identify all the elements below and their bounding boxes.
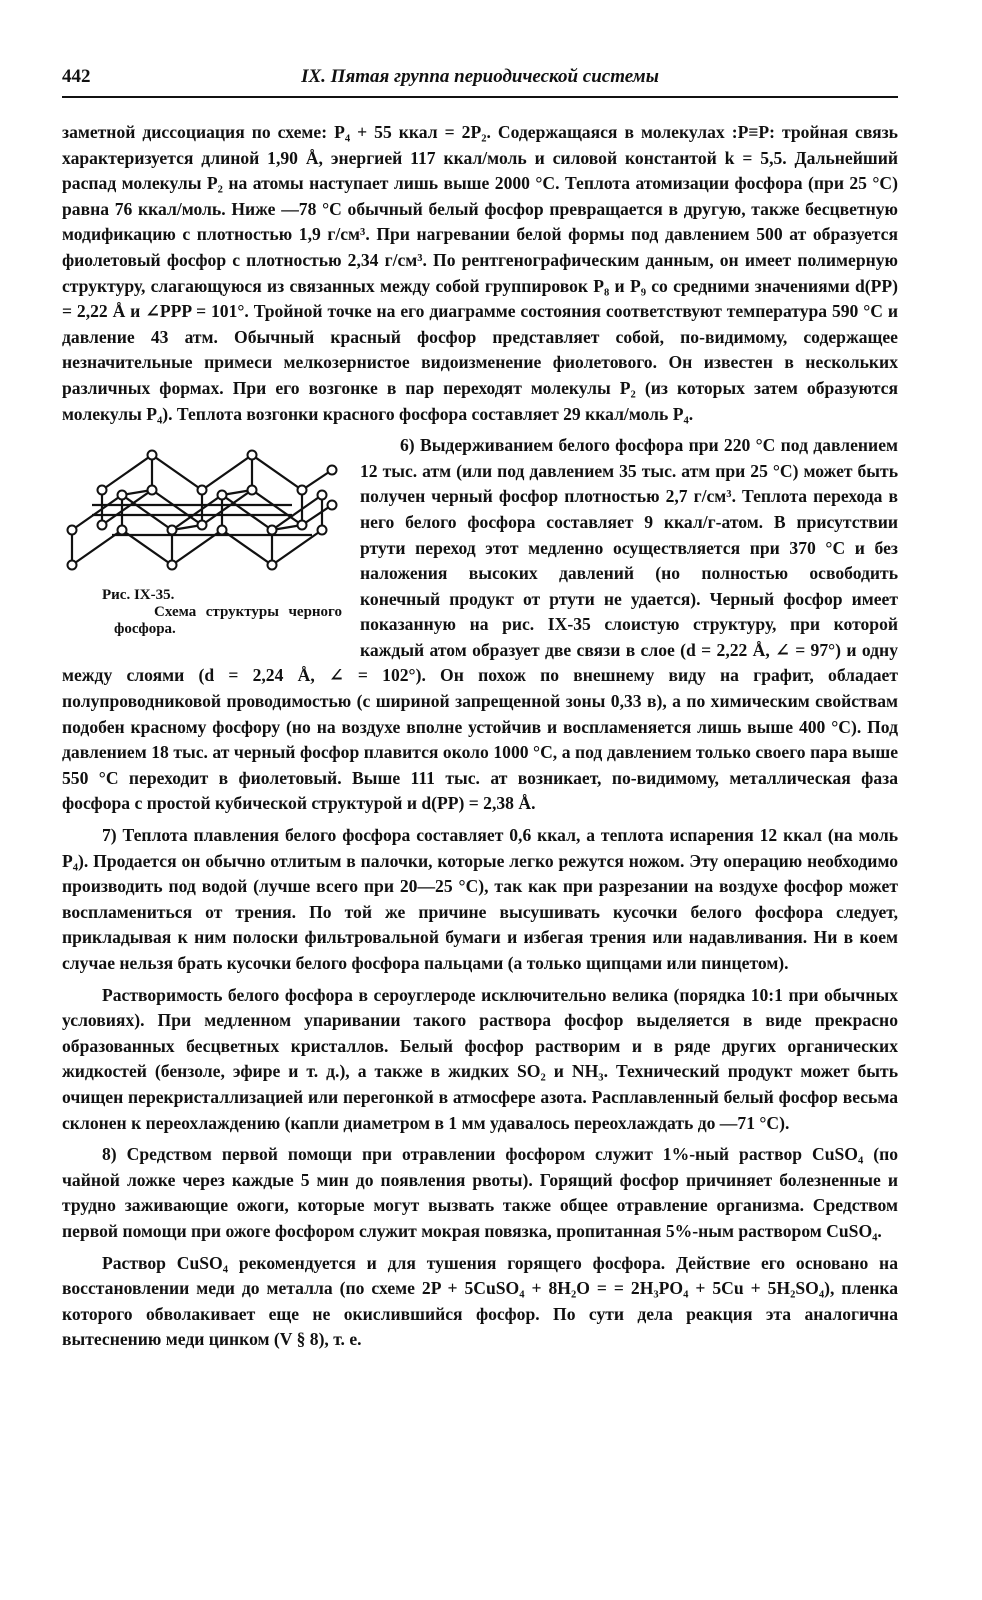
paragraph-2 <box>62 433 898 817</box>
paragraph-1: заметной диссоциация по схеме: P₄ + 55 ккал = 2P₂. Содержащаяся в молекулах :P≡P: тройная связь характеризуется длиной 1,90 Å, энергией 117 ккал/моль и силовой константой k = 5,5. Дальнейший распад молекулы P₂ на атомы наступает лишь выше 2000 °C. Теплота атомизации фосфора (при 25 °C) равна 76 ккал/моль. Ниже —78 °C обычный белый фосфор превращается в другую, также бесцветную модификацию с плотностью 1,9 г/см³. При нагревании белой формы под давлением 500 ат образуется фиолетовый фосфор с плотностью 2,34 г/см³. По рентгенографическим данным, он имеет полимерную структуру, слагающуюся из связанных между собой группировок P₈ и P₉ со средними значениями d(PP) = 2,22 Å и ∠PPP = 101°. Тройной точке на его диаграмме состояния соответствуют температура 590 °C и давление 43 атм. Обычный красный фосфор представляет собой, по-видимому, содержащее незначительные примеси мелкозернистое видоизменение фиолетового. Он известен в нескольких различных формах. При его возгонке в пар переходят молекулы P₂ (из которых затем образуются молекулы P₄). Теплота возгонки красного фосфора составляет 29 ккал/моль P₄. <box>62 122 898 424</box>
running-title: IX. Пятая группа периодической системы <box>301 66 659 87</box>
page-header <box>62 66 898 96</box>
body-text <box>62 120 898 1353</box>
black-phosphorus-structure-diagram <box>62 435 342 585</box>
paragraph-4: Растворимость белого фосфора в сероуглероде исключительно велика (порядка 10:1 при обычных условиях). При медленном упаривании такого раствора фосфор выделяется в виде прекрасно образованных бесцветных кристаллов. Белый фосфор растворим и в ряде других органических жидкостей (бензоле, эфире и т. д.), а также в жидких SO₂ и NH₃. Технический продукт может быть очищен перекристаллизацией или перегонкой в атмосфере азота. Расплавленный белый фосфор весьма склонен к переохлаждению (капли диаметром в 1 мм удавалось переохлаждать до —71 °C). <box>62 984 898 1133</box>
book-page <box>62 0 898 1600</box>
figure-caption <box>62 587 342 638</box>
figure-caption-text: Схема структуры черного фосфора. <box>114 604 342 638</box>
paragraph-5: 8) Средством первой помощи при отравлении фосфором служит 1%-ный раствор CuSO₄ (по чайной ложке через каждые 5 мин до появления рвоты). Горящий фосфор причиняет болезненные и трудно заживающие ожоги, которые могут вызвать также общее отравление организма. Средством первой помощи при ожоге фосфором служит мокрая повязка, пропитанная 5%-ным раствором CuSO₄. <box>62 1144 898 1241</box>
page-number: 442 <box>62 66 91 87</box>
figure-label: Рис. IX-35. <box>102 587 175 604</box>
paragraph-6: Раствор CuSO₄ рекомендуется и для тушения горящего фосфора. Действие его основано на восстановлении меди до металла (по схеме 2P + 5CuSO₄ + 8H₂O = = 2H₃PO₄ + 5Cu + 5H₂SO₄), пленка которого обволакивает еще не окислившийся фосфор. По сути дела реакция эта аналогична вытеснению меди цинком (V § 8), т. е. <box>62 1252 898 1350</box>
header-rule <box>62 96 898 98</box>
paragraph-3: 7) Теплота плавления белого фосфора составляет 0,6 ккал, а теплота испарения 12 ккал (на моль P₄). Продается он обычно отлитым в палочки, которые легко режутся ножом. Эту операцию необходимо производить под водой (лучше всего при 20—25 °C), так как при разрезании на воздухе фосфор может воспламениться от трения. По той же причине высушивать кусочки белого фосфора следует, прикладывая к ним полоски фильтровальной бумаги и избегая трения или надавливания. Ни в коем случае нельзя брать кусочки белого фосфора пальцами (а только щипцами или пинцетом). <box>62 825 898 973</box>
figure-ix-35 <box>62 435 348 645</box>
paragraph-2-text: 6) Выдерживанием белого фосфора при 220 °C под давлением 12 тыс. атм (или под давлением 35 тыс. атм при 25 °C) может быть получен черный фосфор плотностью 2,7 г/см³. Теплота перехода в него белого фосфора составляет 9 ккал/г-атом. В присутствии ртути переход этот медленно осуществляется при 370 °C и без наложения высоких давлений (но полностью освободить конечный продукт от ртути не удается). Черный фосфор имеет показанную на рис. IX-35 слоистую структуру, при которой каждый атом образует две связи в слое (d = 2,22 Å, ∠ = 97°) и одну между слоями (d = 2,24 Å, ∠ = 102°). Он похож по внешнему виду на графит, обладает полупроводниковой проводимостью (с шириной запрещенной зоны 0,33 в), а по химическим свойствам подобен красному фосфору (но на воздухе вполне устойчив и воспламеняется лишь выше 400 °C). Под давлением 18 тыс. ат черный фосфор плавится около 1000 °C, а под давлением только своего пара выше 550 °C переходит в фиолетовый. Выше 111 тыс. ат возникает, по-видимому, металлическая фаза фосфора с простой кубической структурой и d(PP) = 2,38 Å. <box>62 435 898 814</box>
